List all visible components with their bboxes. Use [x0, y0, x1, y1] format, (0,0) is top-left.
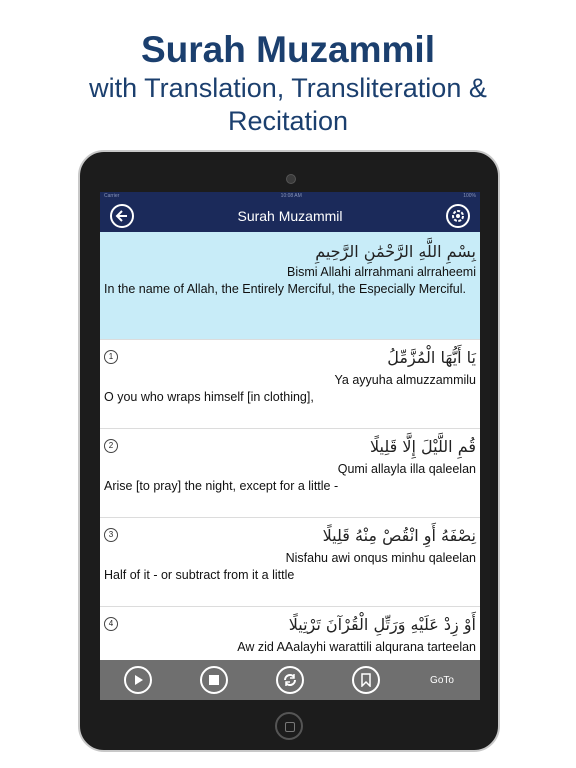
status-bar	[100, 192, 480, 200]
goto-button[interactable]	[404, 660, 480, 700]
verse-number: 3	[104, 528, 118, 542]
arabic-text: قُمِ اللَّيْلَ إِلَّا قَلِيلًا	[369, 437, 476, 456]
promo-subtitle-line1: with Translation, Transliteration &	[89, 73, 487, 103]
play-icon	[132, 674, 144, 686]
bookmark-icon	[361, 673, 371, 687]
status-time: 10:08 AM	[280, 193, 302, 199]
status-battery: 100%	[463, 193, 476, 199]
verse-number: 1	[104, 350, 118, 364]
arabic-text: بِسْمِ اللَّهِ الرَّحْمَٰنِ الرَّحِيمِ	[315, 242, 476, 261]
camera-icon	[286, 174, 296, 184]
repeat-icon	[283, 673, 297, 687]
app-screen	[100, 192, 480, 700]
arabic-text: يَا أَيُّهَا الْمُزَّمِّلُ	[387, 348, 476, 367]
nav-bar	[100, 200, 480, 232]
promo-subtitle	[0, 72, 576, 138]
promo-title: Surah Muzammil	[141, 29, 435, 70]
bookmark-button[interactable]	[328, 660, 404, 700]
status-carrier: Carrier	[104, 193, 120, 199]
verse-3[interactable]	[100, 518, 480, 607]
transliteration: Ya ayyuha almuzzammilu	[334, 373, 476, 387]
home-button[interactable]	[275, 712, 303, 740]
playback-toolbar	[100, 660, 480, 700]
settings-button[interactable]	[446, 204, 470, 228]
verse-bismillah[interactable]	[100, 232, 480, 340]
play-button-ring	[124, 666, 152, 694]
gear-icon	[450, 208, 466, 224]
translation: O you who wraps himself [in clothing],	[104, 390, 314, 404]
verse-number: 2	[104, 439, 118, 453]
verse-1[interactable]	[100, 340, 480, 429]
nav-title: Surah Muzammil	[237, 208, 343, 224]
transliteration: Qumi allayla illa qaleelan	[337, 462, 476, 476]
bookmark-button-ring	[352, 666, 380, 694]
arabic-text: نِصْفَهُ أَوِ انْقُصْ مِنْهُ قَلِيلًا	[322, 526, 476, 545]
transliteration: Aw zid AAalayhi warattili alqurana tarteelan	[237, 640, 476, 654]
stop-button-ring	[200, 666, 228, 694]
stop-icon	[208, 674, 220, 686]
translation: In the name of Allah, the Entirely Merciful, the Especially Merciful.	[104, 282, 466, 296]
arabic-text: أَوْ زِدْ عَلَيْهِ وَرَتِّلِ الْقُرْآنَ تَرْتِيلًا	[288, 615, 476, 634]
stop-button[interactable]	[176, 660, 252, 700]
translation: Arise [to pray] the night, except for a little -	[104, 479, 339, 493]
repeat-button-ring	[276, 666, 304, 694]
verse-number: 4	[104, 617, 118, 631]
goto-label: GoTo	[430, 674, 454, 686]
promo-subtitle-line2: Recitation	[227, 106, 349, 136]
transliteration: Bismi Allahi alrrahmani alrraheemi	[287, 265, 476, 279]
verse-2[interactable]	[100, 429, 480, 518]
play-button[interactable]	[100, 660, 176, 700]
transliteration: Nisfahu awi onqus minhu qaleelan	[285, 551, 476, 565]
translation: Half of it - or subtract from it a little	[104, 568, 295, 582]
repeat-button[interactable]	[252, 660, 328, 700]
